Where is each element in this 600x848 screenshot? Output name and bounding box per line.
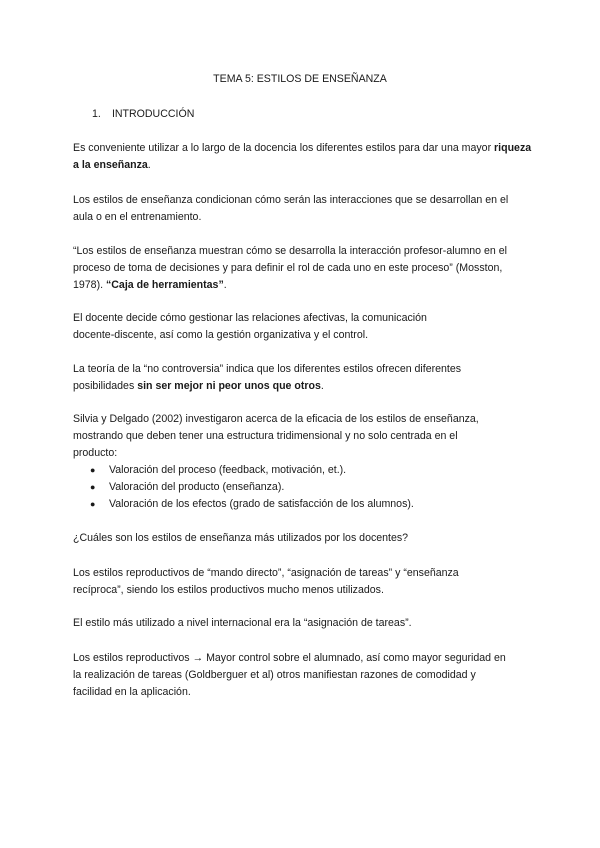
paragraph-5-bold: sin ser mejor ni peor unos que otros — [137, 380, 321, 392]
paragraph-2 — [73, 192, 533, 226]
paragraph-6-line: mostrando que deben tener una estructura tridimensional y no solo centrada en el — [73, 430, 458, 442]
bullet-list — [90, 462, 414, 513]
section-number: 1. — [92, 108, 101, 120]
paragraph-1-bold: riqueza a la enseñanza — [73, 142, 532, 171]
paragraph-3-line: “Los estilos de enseñanza muestran cómo se desarrolla la interacción profesor-alumno en el — [73, 245, 507, 257]
paragraph-10-line: Los estilos reproductivos → Mayor control sobre el alumnado, así como mayor seguridad en — [73, 652, 506, 664]
paragraph-3-bold: “Caja de herramientas” — [105, 279, 224, 291]
paragraph-3-end: . — [223, 279, 227, 291]
paragraph-7: ¿Cuáles son los estilos de enseñanza más utilizados por los docentes? — [73, 532, 409, 544]
paragraph-1-text: Es conveniente utilizar a lo largo de la docencia los diferentes estilos para dar una mayor — [73, 142, 495, 154]
paragraph-4-line: docente-discente, así como la gestión organizativa y el control. — [73, 329, 369, 341]
paragraph-4-line: El docente decide cómo gestionar las relaciones afectivas, la comunicación — [73, 312, 427, 324]
paragraph-1-end: . — [147, 159, 151, 171]
list-item: ● Valoración del proceso (feedback, motivación, et.). — [90, 462, 414, 479]
paragraph-10-line: facilidad en la aplicación. — [73, 686, 191, 698]
paragraph-6-line: producto: — [73, 447, 118, 459]
paragraph-10-line: la realización de tareas (Goldberguer et al) otros manifiestan razones de comodidad y — [73, 669, 476, 681]
paragraph-8 — [73, 565, 533, 599]
paragraph-3-line: proceso de toma de decisiones y para definir el rol de cada uno en este proceso” (Mosston, — [73, 262, 503, 274]
paragraph-2-line: Los estilos de enseñanza condicionan cómo serán las interacciones que se desarrollan en el — [73, 194, 509, 206]
section-title: INTRODUCCIÓN — [111, 108, 195, 120]
paragraph-3-line — [73, 277, 533, 294]
paragraph-10 — [73, 650, 533, 701]
paragraph-9: El estilo más utilizado a nivel internacional era la “asignación de tareas”. — [73, 617, 412, 629]
paragraph-2-line: aula o en el entrenamiento. — [73, 211, 202, 223]
document-title: TEMA 5: ESTILOS DE ENSEÑANZA — [213, 73, 387, 85]
paragraph-3-citation: 1978). — [73, 279, 106, 291]
paragraph-5-line — [73, 378, 533, 395]
paragraph-4 — [73, 310, 533, 344]
paragraph-5-text: posibilidades — [73, 380, 138, 392]
paragraph-8-line: recíproca”, siendo los estilos productivos mucho menos utilizados. — [73, 584, 384, 596]
paragraph-8-line: Los estilos reproductivos de “mando directo”, “asignación de tareas” y “enseñanza — [73, 567, 459, 579]
list-item: ● Valoración de los efectos (grado de satisfacción de los alumnos). — [90, 496, 414, 513]
paragraph-1 — [73, 140, 533, 174]
section-heading — [92, 108, 194, 120]
paragraph-6 — [73, 411, 533, 462]
paragraph-3 — [73, 243, 533, 294]
paragraph-5-end: . — [320, 380, 324, 392]
paragraph-5-line: La teoría de la “no controversia” indica que los diferentes estilos ofrecen diferentes — [73, 363, 462, 375]
paragraph-6-line: Silvia y Delgado (2002) investigaron acerca de la eficacia de los estilos de enseñanza, — [73, 413, 479, 425]
paragraph-5 — [73, 361, 533, 395]
list-item: ● Valoración del producto (enseñanza). — [90, 479, 414, 496]
